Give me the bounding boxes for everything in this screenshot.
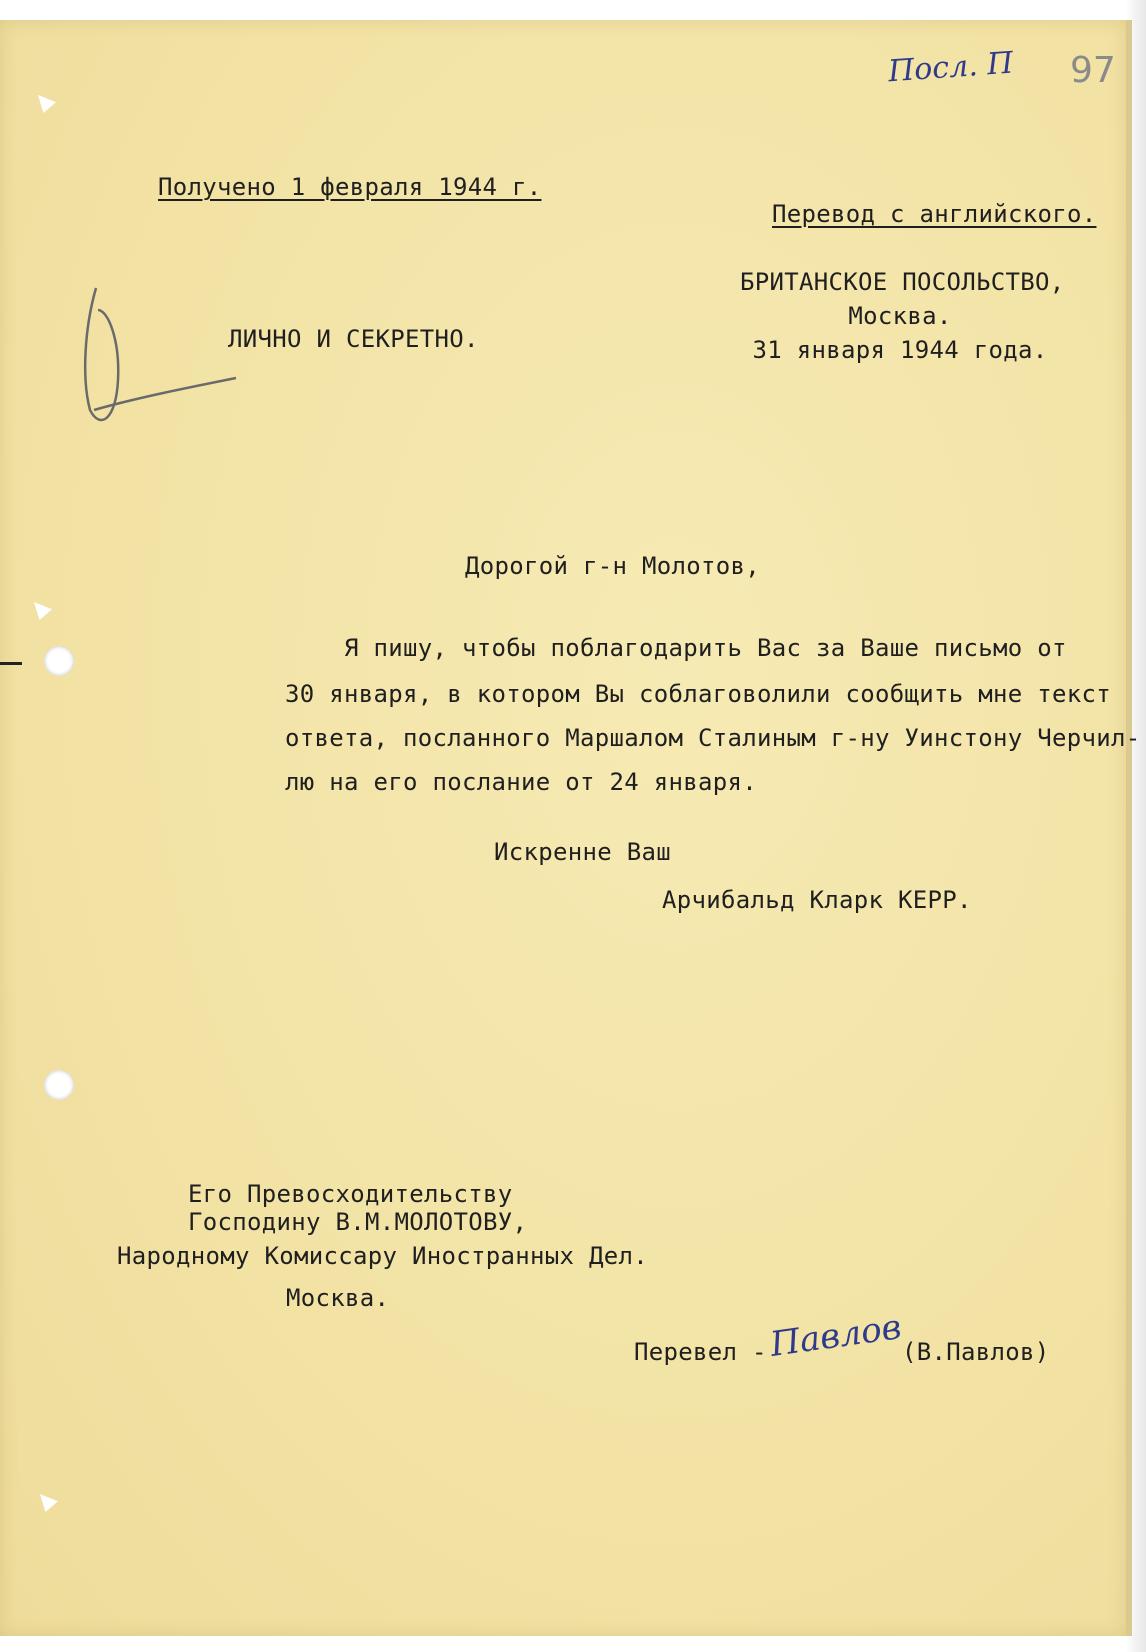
sender-line-date: 31 января 1944 года. [752,336,1048,364]
body-line-3: ответа, посланного Маршалом Сталиным г-ну Уинстону Черчил- [285,724,1141,752]
sender-line-embassy: БРИТАНСКОЕ ПОСОЛЬСТВО, [740,268,1065,296]
body-line-4: лю на его послание от 24 января. [285,768,757,796]
body-line-1: Я пишу, чтобы поблагодарить Вас за Ваше письмо от [285,634,1067,662]
translator-label: Перевел - [634,1338,767,1366]
closing: Искренне Ваш [494,838,671,866]
addressee-line-2: Господину В.М.МОЛОТОВУ, [188,1208,528,1236]
sender-line-city: Москва. [848,302,952,330]
received-stamp: Получено 1 февраля 1944 г. [158,173,542,201]
paper-tear-mid [34,602,52,620]
margin-pencil-mark [76,270,246,440]
translation-note: Перевод с английского. [772,200,1097,228]
paper-tear-bottom [40,1494,58,1512]
salutation: Дорогой г-н Молотов, [465,552,760,580]
addressee-line-4: Москва. [286,1284,390,1312]
document-page [0,20,1141,1636]
addressee-line-3: Народному Комиссару Иностранных Дел. [117,1242,648,1270]
page-number-handwritten: 97 [1070,50,1116,91]
file-mark-handwritten: Посл. П [886,45,1015,90]
body-line-2: 30 января, в котором Вы соблаговолили сообщить мне текст [285,680,1111,708]
punch-hole-bottom [44,1070,74,1100]
addressee-line-1: Его Превосходительству [188,1180,513,1208]
margin-mark [0,662,22,665]
translator-name: (В.Павлов) [902,1338,1050,1366]
signature-typed: Арчибальд Кларк КЕРР. [662,886,972,914]
punch-hole-top [44,646,74,676]
confidential-label: ЛИЧНО И СЕКРЕТНО. [228,325,479,353]
paper-tear-top [38,95,56,113]
translator-signature-handwritten: Павлов [767,1307,904,1365]
